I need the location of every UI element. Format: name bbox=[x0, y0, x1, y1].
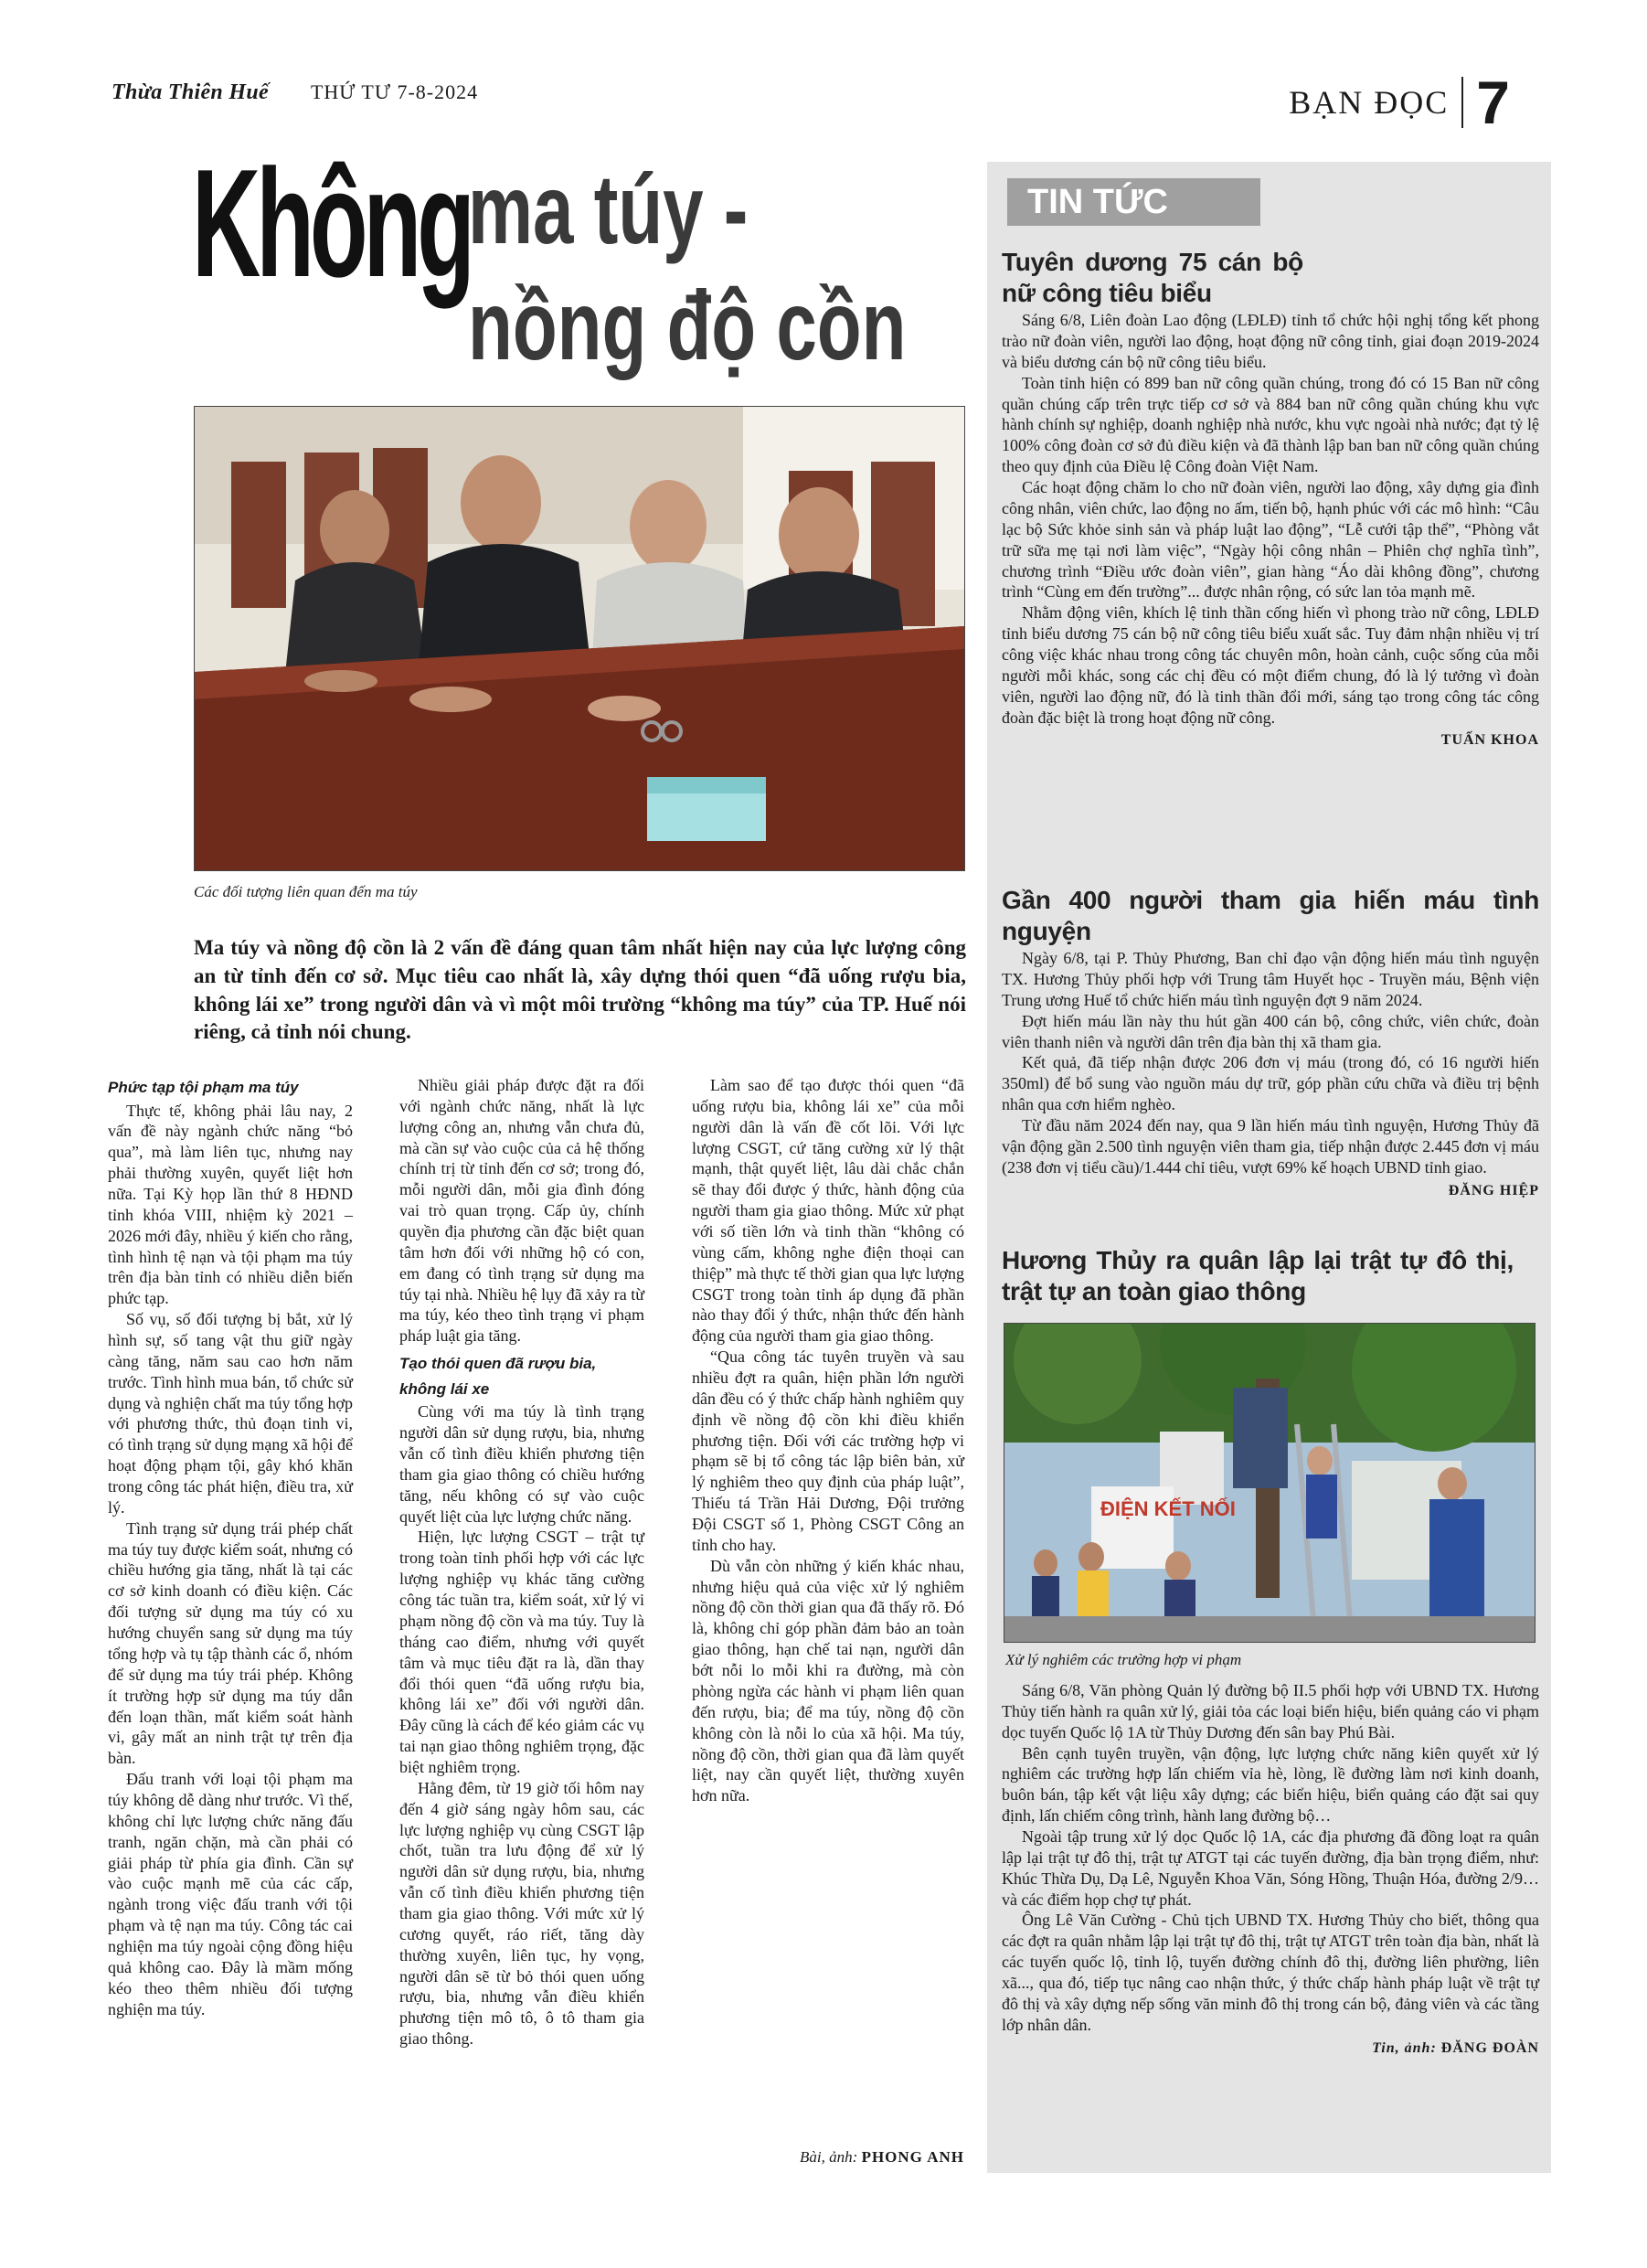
photo-sign-text: ĐIỆN KẾT NỐI bbox=[1100, 1497, 1236, 1520]
page-number: 7 bbox=[1476, 69, 1510, 136]
article-3-author-name: ĐĂNG ĐOÀN bbox=[1440, 2039, 1539, 2056]
header-divider bbox=[1461, 77, 1463, 128]
article-2-title: Gần 400 người tham gia hiến máu tình nguyện bbox=[1002, 886, 1539, 945]
paragraph: Làm sao để tạo được thói quen “đã uống rượu bia, không lái xe” của mỗi người dân là vấn đề cốt lõi. Với lực lượng CSGT, cứ tăng cường xử lý thật mạnh, thật quyết liệt, lâu dài chắc chắn sẽ thay đổi được ý thức, hành động của người tham gia giao thông. Mức xử phạt với số tiền lớn và tinh thần “không có vùng cấm, không nghe điện thoại can thiệp” mà thực tế thời gian qua lực lượng CSGT trong toàn tỉnh áp dụng đã phần nào thay đổi ý thức, nhận thức đến hành động của người tham gia giao thông. bbox=[692, 1076, 964, 1346]
paragraph: Hằng đêm, từ 19 giờ tối hôm nay đến 4 giờ sáng ngày hôm sau, các lực lượng nghiệp vụ cùng CSGT lập chốt, tuần tra lưu động để xử lý người dân sử dụng rượu, bia, nhưng vẫn cố tình điều khiển phương tiện tham gia giao thông. Với mức xử lý cương quyết, ráo riết, tăng dày thường xuyên, liên tục, hy vọng, người dân sẽ từ bỏ thói quen uống rượu, bia, nhưng vẫn điều khiển phương tiện mô tô, ô tô tham gia giao thông. bbox=[399, 1778, 644, 2049]
sidebar-article-2 bbox=[1002, 885, 1539, 1200]
byline-author: PHONG ANH bbox=[861, 2148, 964, 2166]
headline-main-word: Không bbox=[192, 137, 471, 309]
section-name: BẠN ĐỌC bbox=[1289, 84, 1450, 121]
page-header-left bbox=[112, 80, 478, 105]
article-3-author-prefix: Tin, ảnh: bbox=[1372, 2039, 1437, 2056]
article-column-3 bbox=[692, 1075, 964, 1806]
main-photo-caption: Các đối tượng liên quan đến ma túy bbox=[194, 883, 418, 900]
paragraph: “Qua công tác tuyên truyền và sau nhiều đợt ra quân, hiện phần lớn người dân đều có ý thức chấp hành nghiêm quy định về nồng độ cồn khi điều khiển phương tiện. Đối với các trường hợp vi phạm sẽ bị tổ công tác lập biên bản, xử lý nghiêm theo quy định của pháp luật”, Thiếu tá Trần Hải Dương, Đội trưởng Đội CSGT số 1, Phòng CSGT Công an tỉnh cho hay. bbox=[692, 1347, 964, 1554]
subhead-no-driving-line1: Tạo thói quen đã rượu bia, bbox=[399, 1355, 597, 1373]
paragraph: Tình trạng sử dụng trái phép chất ma túy tuy được kiểm soát, nhưng có chiều hướng gia tăng, nhất là tại các cơ sở kinh doanh có điều kiện. Các đối tượng sử dụng ma túy có xu hướng chuyển sang sử dụng ma túy tổng hợp và tụ tập thành các ổ, nhóm để sử dụng ma túy trái phép. Không ít trường hợp sử dụng ma túy dẫn đến loạn thần, mất kiểm soát hành vi, gây mất an ninh trật tự trên địa bàn. bbox=[108, 1518, 353, 1768]
paragraph: Từ đầu năm 2024 đến nay, qua 9 lần hiến máu tình nguyện, Hương Thủy đã vận động gần 2.500 tình nguyện viên tham gia, tiếp nhận được 2.445 đơn vị máu (238 đơn vị tiểu cầu)/1.444 chỉ tiêu, vượt 69% kế hoạch UBND tỉnh giao. bbox=[1002, 1116, 1539, 1177]
paragraph: Thực tế, không phải lâu nay, 2 vấn đề này ngành chức năng “bỏ qua”, mà làm liên tục, nhưng nay phải thường xuyên, quyết liệt hơn nữa. Tại Kỳ họp lần thứ 8 HĐND tỉnh khóa VIII, nhiệm kỳ 2021 – 2026 mới đây, nhiều ý kiến cho rằng, tình hình tệ nạn và tội phạm ma túy trên địa bàn tỉnh có nhiều diễn biến phức tạp. bbox=[108, 1101, 353, 1308]
paragraph: Đợt hiến máu lần này thu hút gần 400 cán bộ, công chức, viên chức, đoàn viên thanh niên và người dân trên địa bàn thị xã tham gia. bbox=[1002, 1011, 1539, 1051]
article-column-1 bbox=[108, 1075, 353, 2019]
paragraph: Sáng 6/8, Văn phòng Quản lý đường bộ II.5 phối hợp với UBND TX. Hương Thủy tiến hành ra quân xử lý, giải tỏa các loại biển hiệu, biển quảng cáo vi phạm dọc tuyến Quốc lộ 1A từ Thủy Dương đến sân bay Phú Bài. bbox=[1002, 1681, 1539, 1741]
issue-date: THỨ TƯ 7-8-2024 bbox=[310, 80, 479, 103]
article-lead: Ma túy và nồng độ cồn là 2 vấn đề đáng quan tâm nhất hiện nay của lực lượng công an từ tỉnh đến cơ sở. Mục tiêu cao nhất là, xây dựng thói quen “đã uống rượu bia, không lái xe” trong người dân và vì một môi trường “không ma túy” của TP. Huế nói riêng, cả tỉnh nói chung. bbox=[194, 936, 966, 1044]
main-byline bbox=[692, 2148, 964, 2167]
paragraph: Hiện, lực lượng CSGT – trật tự trong toàn tỉnh phối hợp với các lực lượng nghiệp vụ khác tăng cường công tác tuần tra, kiểm soát, xử lý vi phạm nồng độ cồn và ma túy. Tuy là tháng cao điểm, nhưng với quyết tâm và mục tiêu đặt ra là, dần thay đổi thói quen “đã uống rượu bia, không lái xe” đối với người dân. Đây cũng là cách để kéo giảm các vụ tai nạn giao thông nghiêm trọng, đặc biệt nghiêm trọng. bbox=[399, 1528, 644, 1776]
news-section-tag: TIN TỨC bbox=[1007, 178, 1260, 226]
article-1-title: Tuyên dương 75 cán bộ nữ công tiêu biểu bbox=[1002, 248, 1303, 307]
subhead-no-driving-line2: không lái xe bbox=[399, 1379, 490, 1398]
paragraph: Nhiều giải pháp được đặt ra đối với ngành chức năng, nhất là lực lượng công an, nhưng vẫn chưa đủ, mà cần sự vào cuộc của cả hệ thống chính trị từ tỉnh đến cơ sở; trong đó, mỗi người dân, mỗi gia đình đóng vai trò quan trọng. Cấp ủy, chính quyền địa phương cần đặc biệt quan tâm hơn đối với những hộ có con, em đang có tình trạng sử dụng ma túy tại nhà. Nhiều hệ lụy đã xảy ra từ ma túy, kéo theo tình trạng vi phạm pháp luật gia tăng. bbox=[399, 1076, 644, 1346]
article-3-author bbox=[1002, 2039, 1539, 2058]
article-1-author: TUẤN KHOA bbox=[1440, 732, 1539, 749]
paragraph: Cùng với ma túy là tình trạng người dân sử dụng rượu, bia, nhưng vẫn cố tình điều khiển phương tiện tham gia giao thông có chiều hướng tăng, nếu không có sự vào cuộc quyết liệt của lực lượng chức năng. bbox=[399, 1402, 644, 1526]
paragraph: Dù vẫn còn những ý kiến khác nhau, nhưng hiệu quả của việc xử lý nghiêm nồng độ cồn thời gian qua đã thấy rõ. Đó là, không chỉ góp phần đảm bảo an toàn giao thông, hạn chế tai nạn, người dân bớt nỗi lo mỗi khi ra đường, mà còn phòng ngừa các hành vi phạm liên quan đến rượu, bia; để ma túy, nồng độ cồn không còn là nỗi lo của xã hội. Ma túy, nồng độ cồn, thời gian qua đã làm quyết liệt, nay cần quyết liệt, thường xuyên hơn nữa. bbox=[692, 1556, 964, 1805]
article-3-photo-caption: Xử lý nghiêm các trường hợp vi phạm bbox=[1005, 1651, 1242, 1668]
page-header-right bbox=[1289, 68, 1510, 137]
paragraph: Ngoài tập trung xử lý dọc Quốc lộ 1A, các địa phương đã đồng loạt ra quân lập lại trật tự đô thị, trật tự ATGT tại các tuyến đường, địa bàn trọng điểm, như: Khúc Thừa Dụ, Dạ Lê, Nguyễn Khoa Văn, Sóng Hồng, Thuận Hóa, đường 2/9… và các điểm họp chợ tự phát. bbox=[1002, 1827, 1539, 1909]
paragraph: Sáng 6/8, Liên đoàn Lao động (LĐLĐ) tỉnh tổ chức hội nghị tổng kết phong trào nữ đoàn viên, người lao động, hoạt động nữ công tỉnh, giai đoạn 2019-2024 và biểu dương cán bộ nữ công tiêu biểu. bbox=[1002, 311, 1539, 371]
traffic-order-photo-illustration bbox=[1004, 1324, 1535, 1642]
paragraph: Số vụ, số đối tượng bị bắt, xử lý hình sự, số tang vật thu giữ ngày càng tăng, năm sau cao hơn năm trước. Tình hình mua bán, tổ chức sử dụng và nghiện chất ma túy tổng hợp với phương thức, thủ đoạn tinh vi, có tình trạng sử dụng mạng xã hội để hoạt động phạm tội, gây khó khăn trong công tác phát hiện, điều tra, xử lý. bbox=[108, 1310, 353, 1517]
suspects-photo-illustration bbox=[195, 407, 964, 870]
paragraph: Ông Lê Văn Cường - Chủ tịch UBND TX. Hương Thủy cho biết, thông qua các đợt ra quân nhằm lập lại trật tự đô thị, trật tự ATGT trên toàn địa bàn, nhất là các tuyến quốc lộ, tỉnh lộ, tuyến đường chính đô thị, đường liên phường, liên xã..., qua đó, tiếp tục nâng cao nhận thức, ý thức chấp hành pháp luật về trật tự đô thị và xây dựng nếp sống văn minh đô thị trong cán bộ, đảng viên và các tầng lớp nhân dân. bbox=[1002, 1911, 1539, 2034]
newspaper-name: Thừa Thiên Huế bbox=[112, 80, 269, 104]
paragraph: Các hoạt động chăm lo cho nữ đoàn viên, người lao động, xây dựng gia đình công nhân, viên chức, lao động no ấm, tiến bộ, hạnh phúc với các mô hình: “Câu lạc bộ Sức khỏe sinh sản và pháp luật lao động”, “Lễ cưới tập thể”, “Phòng vắt trữ sữa mẹ tại nơi làm việc”, “Ngày hội công nhân – Phiên chợ nghĩa tình”, chương trình “Điều ước đoàn viên”, gian hàng “Áo dài không đồng”, chương trình “Cùng em đến trường”... được nhân rộng, có sức lan tỏa mạnh mẽ. bbox=[1002, 478, 1539, 602]
headline-line-1: ma túy - bbox=[468, 154, 749, 264]
paragraph: Ngày 6/8, tại P. Thủy Phương, Ban chỉ đạo vận động hiến máu tình nguyện TX. Hương Thủy phối hợp với Trung tâm Huyết học - Truyền máu, Bệnh viện Trung ương Huế tổ chức hiến máu tình nguyện đợt 9 năm 2024. bbox=[1002, 949, 1539, 1009]
paragraph: Nhằm động viên, khích lệ tinh thần cống hiến vì phong trào nữ công, LĐLĐ tỉnh biểu dương 75 cán bộ nữ công tiêu biểu xuất sắc. Tuy đảm nhận nhiều vị trí công việc khác nhau trong công tác chuyên môn, hoàn cảnh, cuộc sống của mỗi người mỗi khác, song các chị đều có một điểm chung, đó là lý tưởng vì đoàn viên, người lao động nữ, đó là tinh thần đổi mới, sáng tạo trong công tác công đoàn đặc biệt là trong hoạt động nữ công. bbox=[1002, 603, 1539, 727]
article-column-2 bbox=[399, 1075, 644, 2050]
paragraph: Đấu tranh với loại tội phạm ma túy không dễ dàng như trước. Vì thế, không chỉ lực lượng chức năng đấu tranh, ngăn chặn, mà cần phải có giải pháp từ phía gia đình. Cần sự vào cuộc mạnh mẽ của các cấp, ngành trong việc đấu tranh với tội phạm và tệ nạn ma túy. Công tác cai nghiện ma túy ngoài cộng đồng hiệu quả không cao. Đây là mầm mống kéo theo thêm nhiều đối tượng nghiện ma túy. bbox=[108, 1770, 353, 2018]
paragraph: Kết quả, đã tiếp nhận được 206 đơn vị máu (trong đó, có 16 người hiến 350ml) để bổ sung vào nguồn máu dự trữ, góp phần cứu chữa và điều trị bệnh nhân qua cơn hiểm nghèo. bbox=[1002, 1053, 1539, 1114]
subhead-drug-crime: Phức tạp tội phạm ma túy bbox=[108, 1079, 299, 1096]
article-3-photo bbox=[1004, 1323, 1535, 1643]
paragraph: Toàn tỉnh hiện có 899 ban nữ công quần chúng, trong đó có 15 Ban nữ công quần chúng cấp trên trực tiếp cơ sở và 884 ban nữ công quần chúng khu vực hành chính sự nghiệp, doanh nghiệp nhà nước, khu vực ngoài nhà nước; đạt tỷ lệ 100% công đoàn cơ sở đủ điều kiện và đã thành lập ban ban nữ công quần chúng theo quy định của Điều lệ Công đoàn Việt Nam. bbox=[1002, 373, 1539, 476]
sidebar-article-3-header bbox=[1002, 1245, 1539, 1308]
paragraph: Bên cạnh tuyên truyền, vận động, lực lượng chức năng kiên quyết xử lý nghiêm các trường hợp lấn chiếm vỉa hè, lòng, lề đường làm nơi kinh doanh, buôn bán, tập kết vật liệu xây dựng; các biển hiệu, biển quảng cáo đặt sai quy định, lấn chiếm công trình, hành lang đường bộ… bbox=[1002, 1743, 1539, 1826]
sidebar-article-1 bbox=[1002, 247, 1539, 751]
headline-line-2: nồng độ cồn bbox=[468, 270, 907, 380]
byline-prefix: Bài, ảnh: bbox=[800, 2148, 858, 2166]
article-3-title: Hương Thủy ra quân lập lại trật tự đô thị, trật tự an toàn giao thông bbox=[1002, 1246, 1514, 1305]
sidebar-article-3-body bbox=[1002, 1680, 1539, 2058]
article-2-author: ĐĂNG HIỆP bbox=[1448, 1182, 1539, 1198]
main-article-photo bbox=[194, 406, 965, 871]
